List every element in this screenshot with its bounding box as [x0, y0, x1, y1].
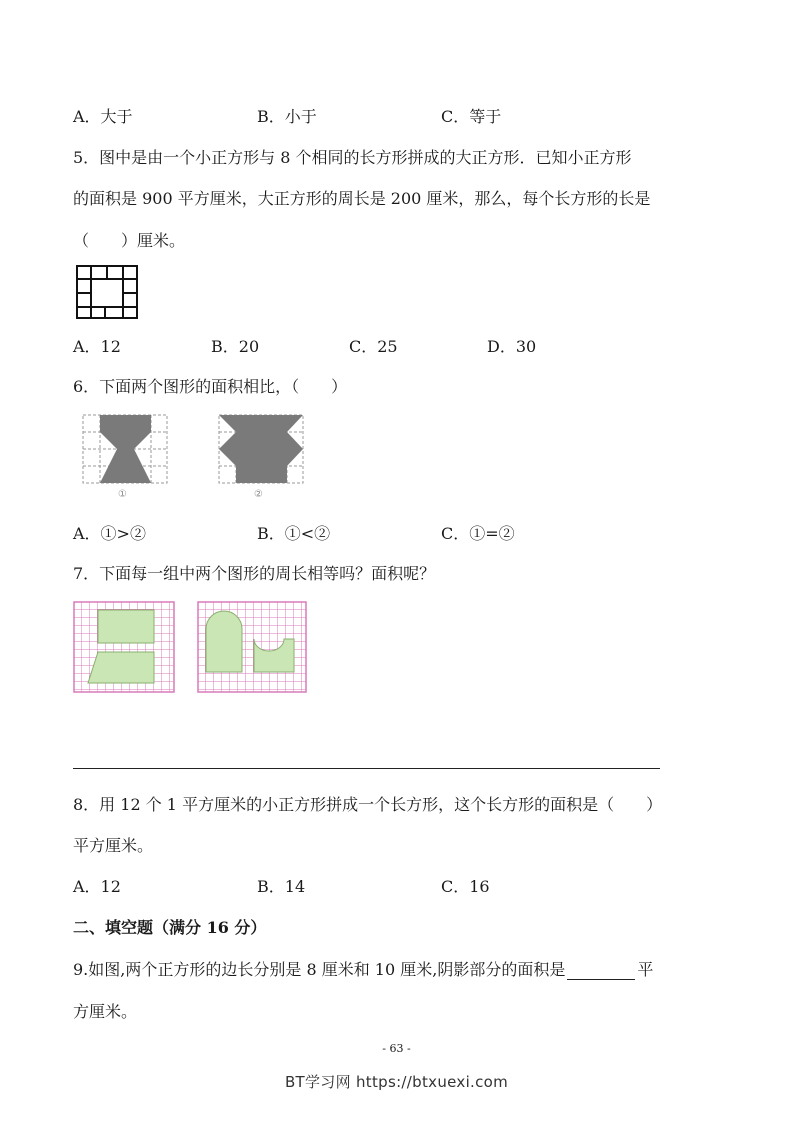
q8-stem-line2: 平方厘米。 [73, 836, 154, 855]
q8-option-b: B．14 [257, 877, 306, 896]
q6-stem: 6．下面两个图形的面积相比，（ ） [73, 377, 348, 396]
q6-option-b: B．①<② [257, 524, 331, 543]
q4-option-b: B．小于 [257, 107, 317, 126]
q5-option-c: C．25 [349, 337, 398, 356]
q9-answer-blank[interactable] [567, 963, 635, 980]
q5-square-figure [75, 264, 139, 320]
q5-stem-line1: 5．图中是由一个小正方形与 8 个相同的长方形拼成的大正方形．已知小正方形 [73, 148, 632, 167]
q6-caption-2: ② [254, 489, 263, 500]
section-heading: 二、填空题（满分 16 分） [73, 918, 267, 937]
site-footer: BT学习网 https://btxuexi.com [284, 1073, 509, 1091]
q8-stem-line1: 8．用 12 个 1 平方厘米的小正方形拼成一个长方形，这个长方形的面积是（ ） [73, 795, 663, 814]
q6-option-c: C．①=② [441, 524, 515, 543]
q4-option-c: C．等于 [441, 107, 502, 126]
q6-figure-2 [218, 414, 304, 500]
q5-option-a: A．12 [73, 337, 121, 356]
q9-stem-line1 [73, 960, 653, 980]
q8-option-c: C．16 [441, 877, 490, 896]
q6-option-a: A．①>② [73, 524, 146, 543]
q6-caption-1: ① [118, 489, 127, 500]
q5-option-b: B．20 [211, 337, 260, 356]
q7-grid-group-2 [197, 601, 307, 693]
q4-option-a: A．大于 [73, 107, 133, 126]
q9-stem-line2: 方厘米。 [73, 1002, 138, 1021]
q7-stem: 7．下面每一组中两个图形的周长相等吗？面积呢？ [73, 564, 436, 583]
q7-grid-group-1 [73, 601, 175, 693]
answer-line [73, 768, 660, 769]
q8-option-a: A．12 [73, 877, 121, 896]
q5-option-d: D．30 [487, 337, 537, 356]
q6-figure-1 [82, 414, 168, 500]
q5-stem-line2: 的面积是 900 平方厘米，大正方形的周长是 200 厘米，那么，每个长方形的长是 [73, 189, 651, 208]
q5-stem-line3: （ ）厘米。 [73, 231, 186, 250]
page-number: - 63 - [382, 1042, 411, 1055]
q9-text-after: 平 [637, 960, 654, 979]
q9-text-before: 9.如图,两个正方形的边长分别是 8 厘米和 10 厘米,阴影部分的面积是 [73, 960, 566, 979]
